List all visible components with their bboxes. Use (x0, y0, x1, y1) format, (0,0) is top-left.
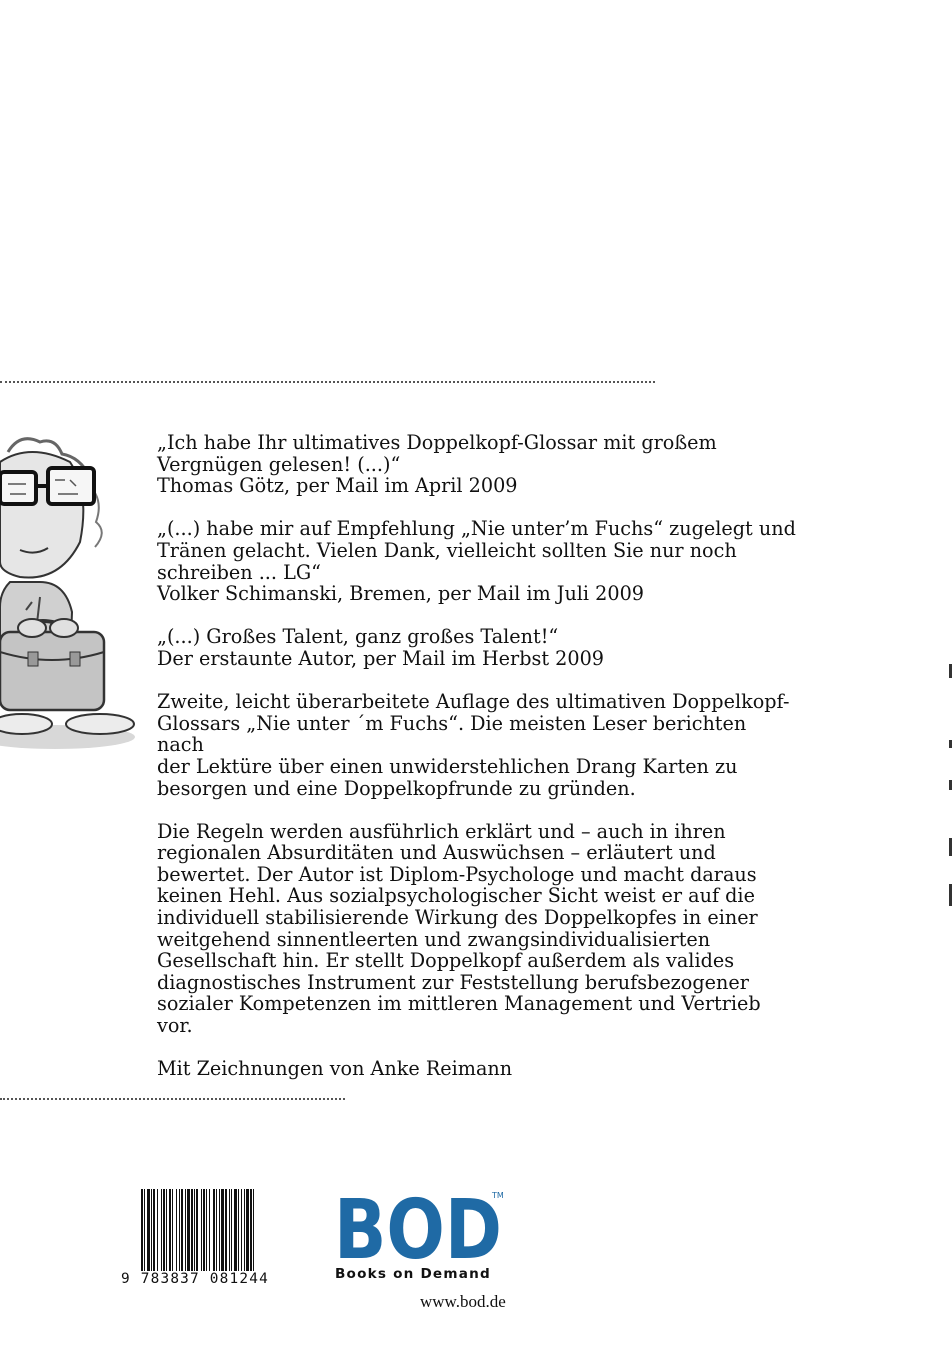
barcode-bar (172, 1189, 173, 1271)
barcode-bar (231, 1189, 232, 1271)
barcode-bar (219, 1189, 220, 1271)
quote-line: Tränen gelacht. Vielen Dank, vielleicht sollten Sie nur noch (157, 538, 737, 562)
barcode-bar (187, 1189, 190, 1271)
dotted-divider-top (0, 381, 655, 383)
text-line: individuell stabilisierende Wirkung des Doppelkopfes in einer (157, 906, 758, 930)
quote-line: „Ich habe Ihr ultimatives Doppelkopf-Glossar mit großem (157, 431, 717, 454)
barcode-bar (157, 1189, 158, 1271)
quote-attribution: Thomas Götz, per Mail im April 2009 (157, 474, 518, 498)
text-line: Gesellschaft hin. Er stellt Doppelkopf außerdem als valides (157, 949, 735, 973)
barcode-bar (147, 1189, 150, 1271)
barcode-bar (238, 1189, 239, 1271)
quote-3 (157, 626, 797, 669)
text-line: der Lektüre über einen unwiderstehlichen Drang Karten zu (157, 754, 738, 778)
barcode-bar (163, 1189, 165, 1271)
barcode-bar (144, 1189, 145, 1271)
quote-line: „(...) Großes Talent, ganz großes Talent!“ (157, 625, 559, 649)
barcode-bar (179, 1189, 180, 1271)
barcode-bar (141, 1189, 143, 1271)
text-line: regionalen Absurditäten und Auswüchsen – erläutert und (157, 841, 716, 865)
quote-attribution: Der erstaunte Autor, per Mail im Herbst 2009 (157, 646, 604, 670)
text-line: keinen Hehl. Aus sozialpsychologischer Sicht weist er auf die (157, 884, 755, 908)
barcode-bar (221, 1189, 224, 1271)
barcode-bar (196, 1189, 198, 1271)
barcode-bar (246, 1189, 249, 1271)
barcode-bar (244, 1189, 245, 1271)
isbn-digits: 9 783837 081244 (121, 1271, 269, 1287)
dotted-divider-bottom (0, 1098, 345, 1100)
text-line: weitgehend sinnentleerten und zwangsindividualisierten (157, 927, 711, 951)
barcode-bar (206, 1189, 207, 1271)
description-paragraph-2 (157, 821, 797, 1037)
barcode-bar (185, 1189, 186, 1271)
barcode-bar (203, 1189, 205, 1271)
barcode-bar (161, 1189, 162, 1271)
bod-tagline: Books on Demand (335, 1266, 491, 1282)
description-paragraph-1 (157, 691, 797, 799)
barcode-bar (201, 1189, 202, 1271)
barcode-bar (153, 1189, 155, 1271)
text-line: vor. (157, 1014, 193, 1038)
illustration-credits (157, 1058, 797, 1080)
barcode-bar (194, 1189, 195, 1271)
barcode-bar (250, 1189, 252, 1271)
quote-line: Vergnügen gelesen! (...)“ (157, 452, 401, 476)
barcode-bar (191, 1189, 193, 1271)
barcode-bar (225, 1189, 227, 1271)
quote-1 (157, 432, 797, 497)
barcode-bar (209, 1189, 210, 1271)
barcode-bar (234, 1189, 237, 1271)
text-line: Die Regeln werden ausführlich erklärt und – auch in ihren (157, 819, 726, 843)
cartoon-man-with-briefcase-icon (0, 432, 140, 752)
barcode-bar (176, 1189, 177, 1271)
barcode-icon (141, 1189, 297, 1271)
barcode-bar (213, 1189, 215, 1271)
text-line: sozialer Kompetenzen im mittleren Management und Vertrieb (157, 992, 761, 1016)
barcode-bar (253, 1189, 254, 1271)
barcode-bar (181, 1189, 183, 1271)
barcode-bar (151, 1189, 152, 1271)
barcode-bar (229, 1189, 230, 1271)
isbn-barcode (121, 1189, 297, 1289)
bod-logo (334, 1188, 509, 1264)
credits-line: Mit Zeichnungen von Anke Reimann (157, 1057, 513, 1081)
barcode-bar (166, 1189, 167, 1271)
text-line: bewertet. Der Autor ist Diplom-Psychologe und macht daraus (157, 862, 757, 886)
quote-line: „(...) habe mir auf Empfehlung „Nie unter’m Fuchs“ zugelegt und (157, 517, 796, 541)
quote-line: schreiben ... LG“ (157, 560, 321, 584)
trademark-mark: TM (492, 1191, 504, 1200)
publisher-url: www.bod.de (420, 1292, 506, 1311)
barcode-bar (169, 1189, 171, 1271)
barcode-bar (216, 1189, 217, 1271)
quote-attribution: Volker Schimanski, Bremen, per Mail im Juli 2009 (157, 582, 645, 606)
barcode-bar (241, 1189, 242, 1271)
back-cover-text (157, 432, 797, 1101)
text-line: Glossars „Nie unter ´m Fuchs“. Die meisten Leser berichten nach (157, 711, 747, 757)
text-line: besorgen und eine Doppelkopfrunde zu gründen. (157, 776, 636, 800)
text-line: Zweite, leicht überarbeitete Auflage des ultimativen Doppelkopf- (157, 690, 790, 714)
quote-2 (157, 518, 797, 604)
text-line: diagnostisches Instrument zur Feststellung berufsbezogener (157, 970, 749, 994)
bod-logo-text: BOD (334, 1188, 502, 1264)
